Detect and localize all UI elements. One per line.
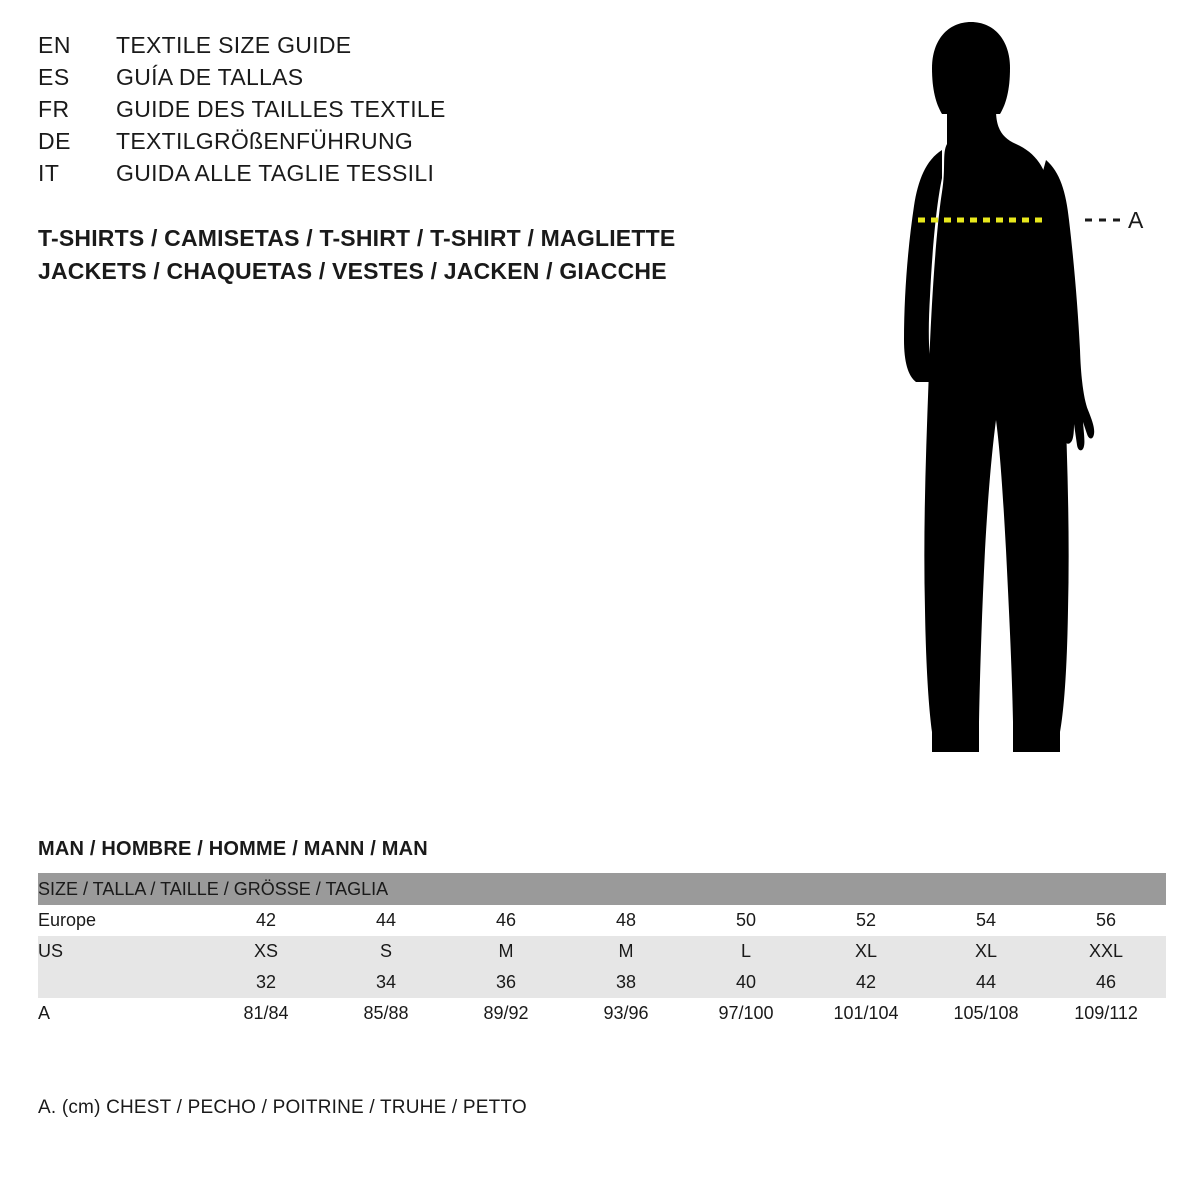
table-row: [38, 936, 1166, 967]
cell: 101/104: [806, 998, 926, 1029]
cell: M: [566, 936, 686, 967]
cell: 44: [326, 905, 446, 936]
cell: M: [446, 936, 566, 967]
size-header-label: SIZE / TALLA / TAILLE / GRÖSSE / TAGLIA: [38, 873, 1166, 905]
cell: S: [326, 936, 446, 967]
cell: 42: [206, 905, 326, 936]
measure-label-a: A: [1128, 207, 1144, 233]
language-title: GUÍA DE TALLAS: [116, 64, 304, 90]
language-code: FR: [38, 96, 70, 122]
measurement-footnote: A. (cm) CHEST / PECHO / POITRINE / TRUHE / PETTO: [38, 1097, 527, 1118]
cell: 36: [446, 967, 566, 998]
cell: 48: [566, 905, 686, 936]
language-code: IT: [38, 160, 60, 186]
language-code: EN: [38, 32, 71, 58]
cell: 81/84: [206, 998, 326, 1029]
cell: 46: [1046, 967, 1166, 998]
silhouette-head-icon: [932, 22, 1010, 114]
cell: 85/88: [326, 998, 446, 1029]
category-jackets: JACKETS / CHAQUETAS / VESTES / JACKEN / GIACCHE: [38, 258, 667, 284]
cell: 93/96: [566, 998, 686, 1029]
language-title: GUIDA ALLE TAGLIE TESSILI: [116, 160, 435, 186]
cell: L: [686, 936, 806, 967]
size-table-section: [38, 838, 1166, 1029]
cell: 109/112: [1046, 998, 1166, 1029]
cell: 40: [686, 967, 806, 998]
row-label: A: [38, 998, 206, 1029]
cell: 105/108: [926, 998, 1046, 1029]
cell: 38: [566, 967, 686, 998]
language-row: [38, 96, 738, 128]
cell: 52: [806, 905, 926, 936]
cell: XS: [206, 936, 326, 967]
language-row: [38, 128, 738, 160]
cell: 32: [206, 967, 326, 998]
table-row: [38, 967, 1166, 998]
table-header-row: [38, 873, 1166, 905]
cell: 89/92: [446, 998, 566, 1029]
garment-category-block: [38, 222, 758, 288]
language-title: TEXTILE SIZE GUIDE: [116, 32, 352, 58]
table-row: [38, 905, 1166, 936]
cell: 44: [926, 967, 1046, 998]
language-title: GUIDE DES TAILLES TEXTILE: [116, 96, 446, 122]
language-code: ES: [38, 64, 70, 90]
cell: XL: [806, 936, 926, 967]
row-label: US: [38, 936, 206, 967]
male-silhouette-figure: [830, 10, 1170, 800]
cell: 97/100: [686, 998, 806, 1029]
language-header-block: [38, 32, 738, 192]
cell: 46: [446, 905, 566, 936]
language-row: [38, 64, 738, 96]
language-code: DE: [38, 128, 71, 154]
row-label: Europe: [38, 905, 206, 936]
size-table: [38, 873, 1166, 1029]
cell: 54: [926, 905, 1046, 936]
cell: 56: [1046, 905, 1166, 936]
table-row: [38, 998, 1166, 1029]
category-tshirts: T-SHIRTS / CAMISETAS / T-SHIRT / T-SHIRT / MAGLIETTE: [38, 225, 676, 251]
cell: XL: [926, 936, 1046, 967]
cell: XXL: [1046, 936, 1166, 967]
row-label: [38, 967, 206, 998]
cell: 42: [806, 967, 926, 998]
language-row: [38, 160, 738, 192]
language-title: TEXTILGRÖßENFÜHRUNG: [116, 128, 414, 154]
cell: 50: [686, 905, 806, 936]
cell: 34: [326, 967, 446, 998]
language-row: [38, 32, 738, 64]
size-table-group-title: MAN / HOMBRE / HOMME / MANN / MAN: [38, 838, 428, 860]
